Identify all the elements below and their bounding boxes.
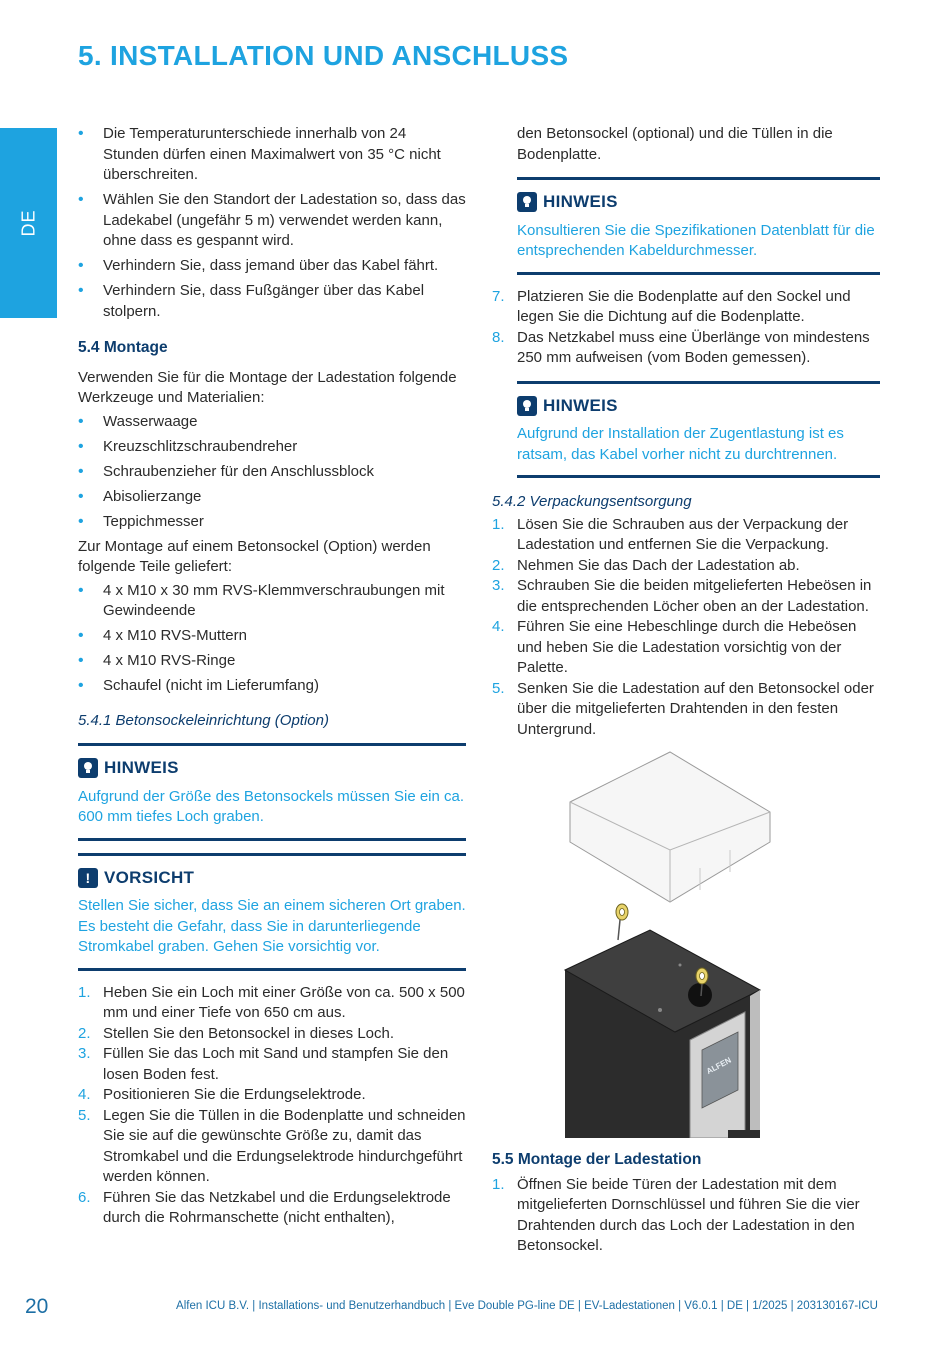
notice-text: Aufgrund der Installation der Zugentlastung ist es ratsam, das Kabel vorher nicht zu durchtrennen. — [517, 425, 844, 463]
station-body-drawing — [565, 930, 760, 1138]
list-item: 4. Führen Sie eine Hebeschlinge durch die Hebeösen und heben Sie die Ladestation vorsichtig von der Palette. — [492, 618, 857, 676]
lifting-eye-icon — [616, 904, 628, 940]
list-item: 3. Füllen Sie das Loch mit Sand und stampfen Sie den losen Boden fest. — [78, 1045, 449, 1083]
language-tab — [0, 128, 57, 318]
notice-text: Konsultieren Sie die Spezifikationen Datenblatt für die entsprechenden Kabeldurchmesser. — [517, 221, 875, 259]
list-item: 6. Führen Sie das Netzkabel und die Erdungselektrode durch die Rohrmanschette (nicht enthalten), — [78, 1188, 451, 1226]
list-item: • Wählen Sie den Standort der Ladestation so, dass das Ladekabel (ungefähr 5 m) verwendet werden kann, ohne dass es gespannt wird. — [78, 190, 466, 252]
list-item: 4. Positionieren Sie die Erdungselektrode. — [78, 1086, 366, 1103]
montage-intro: Verwenden Sie für die Montage der Ladestation folgende Werkzeuge und Materialien: — [78, 368, 457, 406]
list-item: • 4 x M10 x 30 mm RVS-Klemmverschraubungen mit Gewindeende — [78, 581, 466, 622]
notice-label: HINWEIS — [543, 395, 618, 415]
page-number: 20 — [25, 1295, 49, 1318]
lightbulb-icon — [517, 396, 537, 416]
section-heading-montage: 5.4 Montage — [78, 339, 168, 356]
list-item: • 4 x M10 RVS-Muttern — [78, 626, 466, 647]
notice-label: HINWEIS — [543, 192, 618, 211]
site-requirements-list — [78, 124, 466, 322]
list-item: • Kreuzschlitzschraubendreher — [78, 437, 466, 458]
list-item: 5. Senken Sie die Ladestation auf den Betonsockel oder über die mitgelieferten Drahtenden in den festen Untergrund. — [492, 679, 874, 738]
list-item: 1. Öffnen Sie beide Türen der Ladestation mit dem mitgelieferten Dornschlüssel und führen Sie die vier Drahtenden durch das Loch der Ladestation in den Betonsockel. — [492, 1175, 860, 1254]
list-item: 1. Heben Sie ein Loch mit einer Größe von ca. 500 x 500 mm und einer Tiefe von 650 cm aus. — [78, 983, 465, 1021]
list-item: 7. Platzieren Sie die Bodenplatte auf den Sockel und legen Sie die Dichtung auf die Bodenplatte. — [492, 287, 851, 325]
parts-list — [78, 581, 466, 697]
packaging-steps — [492, 515, 880, 741]
lightbulb-icon — [78, 758, 98, 778]
notice-label: HINWEIS — [104, 758, 179, 777]
list-item: 2. Nehmen Sie das Dach der Ladestation ab. — [492, 556, 800, 574]
left-column — [78, 124, 466, 1229]
installation-steps — [78, 983, 466, 1229]
list-item: 3. Schrauben Sie die beiden mitgelieferten Hebeösen in die entsprechenden Löcher oben an der Ladestation. — [492, 577, 872, 615]
notice-hinweis — [517, 177, 880, 275]
right-column — [492, 124, 880, 740]
section-heading-ladestation: 5.5 Montage der Ladestation — [492, 1151, 702, 1168]
language-tab-label: DE — [18, 209, 38, 237]
notice-text: Stellen Sie sicher, dass Sie an einem sicheren Ort graben. Es besteht die Gefahr, dass Sie in darunterliegende Stromkabel graben. Gehen Sie vorsichtig vor. — [78, 897, 466, 955]
warning-icon: ! — [78, 868, 98, 888]
subsection-heading-betonsockel: 5.4.1 Betonsockeleinrichtung (Option) — [78, 711, 329, 729]
list-item: • Schraubenzieher für den Anschlussblock — [78, 462, 466, 483]
list-item: 8. Das Netzkabel muss eine Überlänge von mindestens 250 mm aufweisen (vom Boden gemessen). — [492, 328, 870, 366]
notice-hinweis — [78, 743, 466, 841]
page-title: 5. INSTALLATION UND ANSCHLUSS — [78, 40, 569, 71]
parts-intro: Zur Montage auf einem Betonsockel (Option) werden folgende Teile geliefert: — [78, 537, 431, 575]
list-item: 1. Lösen Sie die Schrauben aus der Verpackung der Ladestation und entfernen Sie die Verpackung. — [492, 515, 849, 553]
installation-steps-continued — [492, 287, 880, 369]
list-item: • Verhindern Sie, dass jemand über das Kabel fährt. — [78, 256, 466, 277]
list-item: 2. Stellen Sie den Betonsockel in dieses Loch. — [78, 1024, 395, 1042]
tools-list — [78, 412, 466, 533]
station-mount-steps — [492, 1175, 880, 1257]
list-item: • Teppichmesser — [78, 512, 466, 533]
footer-text: Alfen ICU B.V. | Installations- und Benutzerhandbuch | Eve Double PG-line DE | EV-Ladestationen | V6.0.1 | DE | 1/2025 | 203130167-ICU — [176, 1300, 878, 1312]
lightbulb-icon — [517, 192, 537, 212]
station-logo-text: ALFEN — [704, 1055, 733, 1077]
notice-hinweis — [517, 381, 880, 479]
charging-station-illustration — [560, 750, 780, 1138]
list-item: • Schaufel (nicht im Lieferumfang) — [78, 676, 466, 697]
roof-drawing — [570, 752, 770, 902]
list-item: • Die Temperaturunterschiede innerhalb von 24 Stunden dürfen einen Maximalwert von 35 °C nicht überschreiten. — [78, 124, 466, 186]
section-5-5 — [492, 1150, 880, 1257]
list-item: • Wasserwaage — [78, 412, 466, 433]
list-item: 5. Legen Sie die Tüllen in die Bodenplatte und schneiden Sie sie auf die gewünschte Größe zu, damit das Stromkabel und die Erdungselektrode hindurchgeführt werden können. — [78, 1106, 466, 1185]
list-item: • 4 x M10 RVS-Ringe — [78, 651, 466, 672]
list-item: • Verhindern Sie, dass Fußgänger über das Kabel stolpern. — [78, 281, 466, 322]
continuation-text: den Betonsockel (optional) und die Tüllen in die Bodenplatte. — [517, 125, 833, 163]
notice-vorsicht — [78, 853, 466, 971]
notice-label: VORSICHT — [104, 867, 195, 887]
list-item: • Abisolierzange — [78, 487, 466, 508]
notice-text: Aufgrund der Größe des Betonsockels müssen Sie ein ca. 600 mm tiefes Loch graben. — [78, 787, 465, 825]
subsection-heading-verpackung: 5.4.2 Verpackungsentsorgung — [492, 493, 692, 510]
